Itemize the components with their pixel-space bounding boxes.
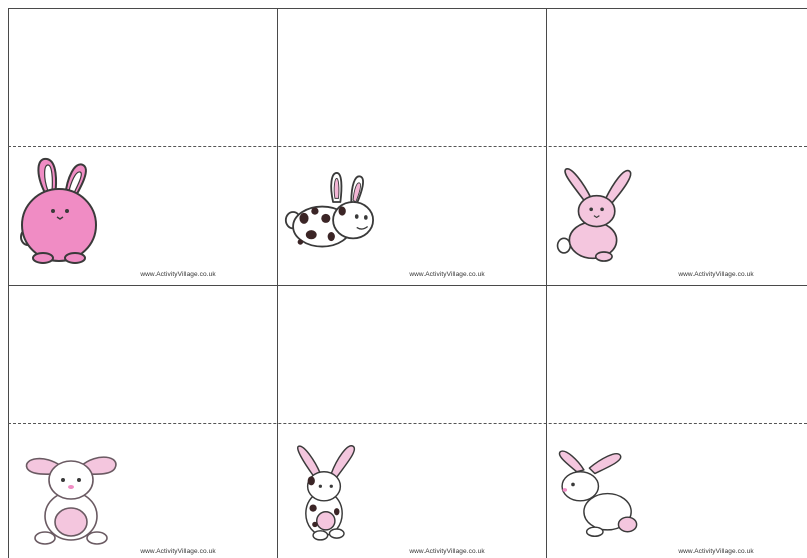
fluffy-white-bunny-icon [15, 430, 125, 548]
place-card [9, 424, 277, 558]
row-divider [8, 285, 807, 286]
row-divider [8, 8, 807, 9]
pink-sitting-bunny-icon [553, 153, 653, 271]
hopping-bunny-icon [553, 430, 653, 548]
place-card [547, 424, 807, 558]
credit-text: www.ActivityVillage.co.uk [409, 548, 485, 555]
pink-round-bunny-icon [15, 153, 125, 271]
patched-bunny-icon [284, 430, 384, 548]
credit-text: www.ActivityVillage.co.uk [678, 548, 754, 555]
place-card [547, 147, 807, 281]
spotted-bunny-icon [284, 153, 384, 271]
credit-text: www.ActivityVillage.co.uk [409, 271, 485, 278]
credit-text: www.ActivityVillage.co.uk [140, 271, 216, 278]
place-card [9, 147, 277, 281]
place-card [278, 424, 546, 558]
credit-text: www.ActivityVillage.co.uk [678, 271, 754, 278]
place-card [278, 147, 546, 281]
credit-text: www.ActivityVillage.co.uk [140, 548, 216, 555]
